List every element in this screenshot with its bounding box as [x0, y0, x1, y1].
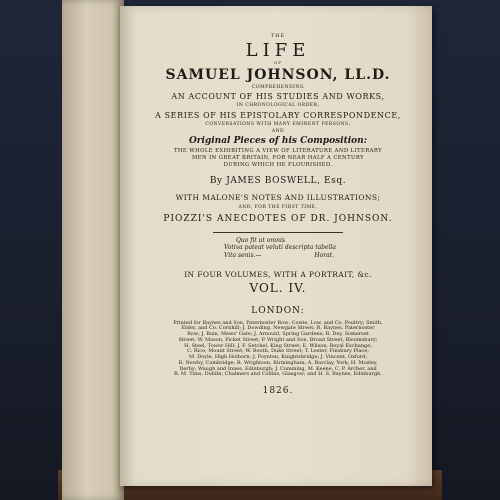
epigraph	[224, 237, 334, 259]
title-page	[120, 6, 432, 486]
imprint-line: Elder, and Co. Cornhill; J. Dowding, Newgate Street; R. Baynes, Paternoster	[181, 325, 375, 332]
imprint-line: H. Steel, Tower Hill; J. F. Setchel, King Street; E. Wilson, Royal Exchange;	[184, 342, 372, 349]
imprint-line: M. Doyle, High Holborn; J. Poynton, Knightsbridge; J. Vincent, Oxford;	[188, 354, 368, 361]
left-page-edge	[62, 0, 124, 500]
imprint-line: R. M. Tims, Dublin; Chalmers and Collins, Glasgow; and H. S. Baynes, Edinburgh.	[173, 371, 382, 378]
series-line: A SERIES OF HIS EPISTOLARY CORRESPONDENCE,	[155, 110, 401, 120]
title-subject: SAMUEL JOHNSON, LL.D.	[165, 67, 391, 84]
whole-line-1: THE WHOLE EXHIBITING A VIEW OF LITERATURE AND LITERARY	[173, 147, 382, 154]
publication-year: 1826.	[262, 386, 294, 397]
motto-line-2: Votiva pateat veluti descripta tabella	[224, 244, 336, 252]
title-the: THE	[270, 33, 286, 39]
whole-line-2: MEN IN GREAT BRITAIN, FOR NEAR HALF A CENTURY	[191, 154, 365, 161]
title-life: LIFE	[245, 39, 311, 61]
piozzi-line: PIOZZI'S ANECDOTES OF DR. JOHNSON.	[163, 213, 393, 224]
notes-line: WITH MALONE'S NOTES AND ILLUSTRATIONS;	[175, 193, 381, 203]
author-line: By JAMES BOSWELL, Esq.	[209, 175, 347, 186]
imprint-line: R. Newby, Cambridge; R. Wrightson, Birmingham; A. Barclay, York; H. Mozley,	[178, 359, 378, 366]
imprint-line: Derby; Waugh and Innes, Edinburgh; J. Cumming, M. Keene, C. P. Archer, and	[179, 365, 377, 372]
motto-line-3	[224, 252, 334, 259]
title-page-text	[140, 34, 416, 396]
whole-line-3: DURING WHICH HE FLOURISHED.	[223, 161, 333, 168]
motto-line-1: Quo fit ut omnis	[236, 237, 285, 245]
divider-rule	[213, 232, 343, 233]
original-pieces-line: Original Pieces of his Composition:	[188, 136, 368, 147]
imprint-line: C. Rice, Mount Street; W. Booth, Duke Street; T. Lester, Finsbury Place;	[187, 348, 369, 355]
chronological-line: IN CHRONOLOGICAL ORDER;	[236, 103, 320, 109]
and-line: AND	[271, 129, 285, 135]
volumes-line: IN FOUR VOLUMES, WITH A PORTRAIT, &c.	[184, 269, 372, 279]
volume-number: VOL. IV.	[249, 281, 307, 296]
account-line: AN ACCOUNT OF HIS STUDIES AND WORKS,	[171, 92, 385, 102]
comprehending-line: COMPREHENDING	[251, 85, 304, 91]
title-of: OF	[273, 60, 283, 66]
motto-source: Horat.	[314, 251, 334, 259]
imprint-line: Row; J. Bain, Mews' Gate; J. Arnould, Spring Gardens; R. Dey, Somerset	[187, 331, 369, 338]
imprint-line: Printed for Baynes and Son, Paternoster Row; Cowie, Low, and Co. Poultry; Smith,	[173, 319, 383, 326]
london-line: LONDON:	[251, 306, 305, 317]
conversations-line: CONVERSATIONS WITH MANY EMINENT PERSONS;	[205, 121, 351, 127]
first-time-line: AND, FOR THE FIRST TIME,	[238, 204, 318, 210]
motto-line-3-text: Vita senis.—	[224, 251, 262, 259]
imprint-block	[140, 321, 416, 379]
imprint-line: Street; W. Mason, Picket Street; P. Wright and Son, Broad Street, Bloomsbury;	[178, 336, 378, 343]
